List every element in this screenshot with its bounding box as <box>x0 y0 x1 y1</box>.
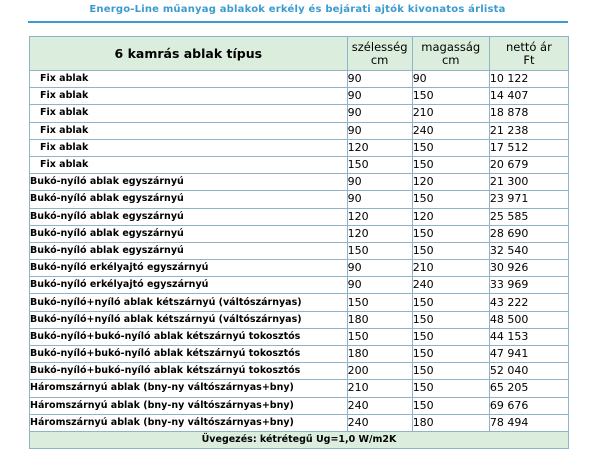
table-row <box>30 208 569 225</box>
row-type: Bukó-nyíló erkélyajtó egyszárnyú <box>30 260 348 277</box>
row-type: Háromszárnyú ablak (bny-ny váltószárnyas+bny) <box>30 380 348 397</box>
table-row <box>30 397 569 414</box>
row-height: 150 <box>412 88 489 105</box>
row-type: Bukó-nyíló+nyíló ablak kétszárnyú (váltószárnyas) <box>30 311 348 328</box>
row-type: Bukó-nyíló+bukó-nyíló ablak kétszárnyú tokosztós <box>30 328 348 345</box>
row-type: Bukó-nyíló ablak egyszárnyú <box>30 208 348 225</box>
row-type: Háromszárnyú ablak (bny-ny váltószárnyas+bny) <box>30 414 348 431</box>
glazing-note: Üvegezés: kétrétegű Ug=1,0 W/m2K <box>30 431 569 448</box>
row-height: 210 <box>412 260 489 277</box>
row-type: Bukó-nyíló ablak egyszárnyú <box>30 225 348 242</box>
row-height: 240 <box>412 277 489 294</box>
row-width: 200 <box>347 363 412 380</box>
table-row <box>30 242 569 259</box>
row-height: 150 <box>412 311 489 328</box>
row-height: 150 <box>412 363 489 380</box>
row-width: 150 <box>347 242 412 259</box>
row-type: Bukó-nyíló ablak egyszárnyú <box>30 242 348 259</box>
row-width: 180 <box>347 346 412 363</box>
row-price: 23 971 <box>489 191 568 208</box>
table-row <box>30 277 569 294</box>
row-height: 150 <box>412 294 489 311</box>
header-price-label: nettó ár <box>505 39 552 54</box>
row-price: 69 676 <box>489 397 568 414</box>
table-row <box>30 88 569 105</box>
row-height: 150 <box>412 397 489 414</box>
table-row <box>30 191 569 208</box>
row-type: Bukó-nyíló erkélyajtó egyszárnyú <box>30 277 348 294</box>
header-price-unit: Ft <box>523 52 535 67</box>
row-width: 120 <box>347 139 412 156</box>
row-width: 210 <box>347 380 412 397</box>
row-width: 90 <box>347 260 412 277</box>
row-price: 52 040 <box>489 363 568 380</box>
row-price: 21 300 <box>489 174 568 191</box>
header-height <box>412 37 489 71</box>
header-width <box>347 37 412 71</box>
row-width: 90 <box>347 174 412 191</box>
table-row <box>30 294 569 311</box>
row-price: 10 122 <box>489 71 568 88</box>
table-row <box>30 156 569 173</box>
document-title: Energo-Line műanyag ablakok erkély és bejárati ajtók kivonatos árlista <box>89 4 506 15</box>
table-row <box>30 71 569 88</box>
price-table <box>29 36 569 449</box>
row-price: 47 941 <box>489 346 568 363</box>
row-price: 17 512 <box>489 139 568 156</box>
row-height: 150 <box>412 380 489 397</box>
title-underline <box>28 21 568 23</box>
row-type: Bukó-nyíló ablak egyszárnyú <box>30 174 348 191</box>
row-width: 90 <box>347 277 412 294</box>
row-price: 18 878 <box>489 105 568 122</box>
table-row <box>30 174 569 191</box>
table-row <box>30 139 569 156</box>
row-height: 150 <box>412 139 489 156</box>
row-type: Fix ablak <box>30 156 348 173</box>
row-type: Bukó-nyíló ablak egyszárnyú <box>30 191 348 208</box>
row-price: 20 679 <box>489 156 568 173</box>
table-row <box>30 414 569 431</box>
table-header-row <box>30 37 569 71</box>
row-height: 150 <box>412 346 489 363</box>
row-width: 150 <box>347 328 412 345</box>
row-width: 90 <box>347 122 412 139</box>
table-row <box>30 260 569 277</box>
table-footer-row <box>30 431 569 448</box>
row-price: 33 969 <box>489 277 568 294</box>
row-type: Bukó-nyíló+nyíló ablak kétszárnyú (váltószárnyas) <box>30 294 348 311</box>
table-row <box>30 311 569 328</box>
row-type: Bukó-nyíló+bukó-nyíló ablak kétszárnyú tokosztós <box>30 363 348 380</box>
header-width-unit: cm <box>370 52 389 67</box>
row-width: 180 <box>347 311 412 328</box>
table-row <box>30 105 569 122</box>
header-height-label: magasság <box>421 39 481 54</box>
table-row <box>30 380 569 397</box>
row-width: 90 <box>347 71 412 88</box>
row-height: 150 <box>412 225 489 242</box>
row-price: 14 407 <box>489 88 568 105</box>
header-price <box>489 37 568 71</box>
row-price: 78 494 <box>489 414 568 431</box>
row-price: 44 153 <box>489 328 568 345</box>
table-row <box>30 328 569 345</box>
row-height: 90 <box>412 71 489 88</box>
row-width: 90 <box>347 88 412 105</box>
row-width: 90 <box>347 191 412 208</box>
row-price: 65 205 <box>489 380 568 397</box>
row-type: Bukó-nyíló+bukó-nyíló ablak kétszárnyú tokosztós <box>30 346 348 363</box>
row-width: 150 <box>347 294 412 311</box>
row-height: 150 <box>412 156 489 173</box>
row-height: 240 <box>412 122 489 139</box>
row-price: 21 238 <box>489 122 568 139</box>
row-height: 150 <box>412 242 489 259</box>
row-height: 150 <box>412 191 489 208</box>
table-row <box>30 122 569 139</box>
row-type: Fix ablak <box>30 122 348 139</box>
row-type: Háromszárnyú ablak (bny-ny váltószárnyas+bny) <box>30 397 348 414</box>
row-width: 240 <box>347 414 412 431</box>
row-width: 120 <box>347 225 412 242</box>
row-width: 240 <box>347 397 412 414</box>
row-width: 90 <box>347 105 412 122</box>
row-price: 30 926 <box>489 260 568 277</box>
row-height: 120 <box>412 208 489 225</box>
table-row <box>30 346 569 363</box>
row-price: 48 500 <box>489 311 568 328</box>
row-width: 120 <box>347 208 412 225</box>
row-type: Fix ablak <box>30 105 348 122</box>
row-type: Fix ablak <box>30 88 348 105</box>
row-type: Fix ablak <box>30 139 348 156</box>
row-price: 43 222 <box>489 294 568 311</box>
row-height: 150 <box>412 328 489 345</box>
row-price: 32 540 <box>489 242 568 259</box>
row-height: 210 <box>412 105 489 122</box>
table-row <box>30 225 569 242</box>
row-type: Fix ablak <box>30 71 348 88</box>
row-price: 25 585 <box>489 208 568 225</box>
row-width: 150 <box>347 156 412 173</box>
header-height-unit: cm <box>441 52 460 67</box>
row-height: 120 <box>412 174 489 191</box>
row-price: 28 690 <box>489 225 568 242</box>
table-row <box>30 363 569 380</box>
row-height: 180 <box>412 414 489 431</box>
header-type: 6 kamrás ablak típus <box>30 37 348 71</box>
header-width-label: szélesség <box>351 39 408 54</box>
